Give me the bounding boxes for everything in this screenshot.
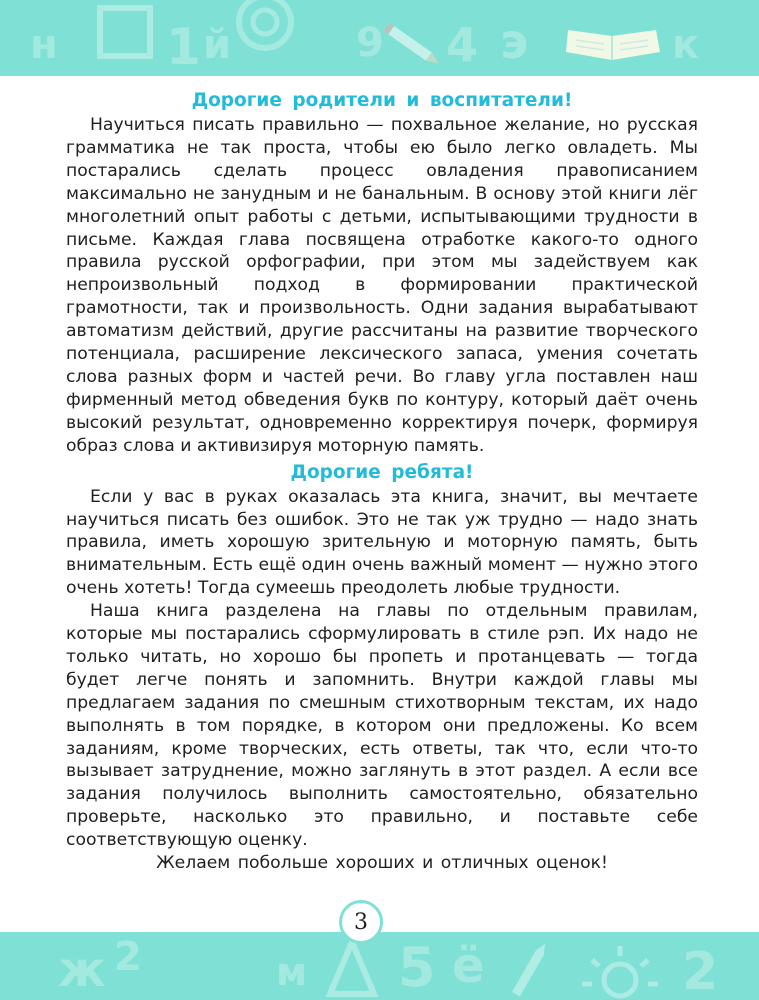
parents-heading: Дорогие родители и воспитатели! (191, 90, 573, 111)
letter-a-outline-icon (330, 942, 374, 994)
page-content (66, 88, 698, 875)
footer-band (0, 932, 759, 1000)
letter-y-icon: й (203, 22, 232, 68)
digit-nine-icon: 9 (356, 20, 384, 66)
digit-five-icon: 5 (398, 936, 436, 999)
digit-one-icon: 1 (166, 18, 201, 76)
letter-n-icon: н (30, 22, 58, 68)
children-heading: Дорогие ребята! (290, 461, 474, 483)
sun-icon (582, 946, 658, 996)
letter-e-icon: э (500, 14, 529, 70)
digit-two-icon: 2 (682, 942, 719, 1000)
closing-wish: Желаем побольше хороших и отличных оценок! (156, 853, 608, 874)
pencil-icon (383, 23, 441, 68)
square-outline-icon (100, 8, 150, 56)
letter-k-icon: к (672, 22, 700, 68)
parents-paragraph: Научиться писать правильно — похвальное желание, но русская грамматика не так проста, чтобы ею было легко овладеть. Мы постарались сделать процесс овладения правописанием максимально не занудным и не банальным. В основу этой книги лёг многолетний опыт работы с детьми, испытывающими трудности в письме. Каждая глава посвящена отработке какого-то одного правила русской орфографии, при этом мы задействуем как непроизвольный подход в формировании практической грамотности, так и произвольность. Одни задания вырабатывают автоматизм действий, другие рассчитаны на развитие творческого потенциала, расширение лексического запаса, умения сочетать слова разных форм и частей речи. Во главу угла поставлен наш фирменный метод обведения букв по контуру, который даёт очень высокий результат, одновременно корректируя почерк, формируя образ слова и активизируя моторную память. (66, 115, 698, 456)
pencil-icon (512, 942, 549, 997)
ring-icon (239, 0, 291, 48)
header-band (0, 0, 759, 76)
page-number: 3 (339, 900, 383, 944)
children-paragraph-1: Если у вас в руках оказалась эта книга, значит, вы мечтаете научиться писать без ошибок. Это не так уж трудно — надо знать правила, иметь хорошую зрительную и моторную память, быть внимательным. Есть ещё один очень важный момент — нужно этого очень хотеть! Тогда сумеешь преодолеть любые трудности. (66, 486, 698, 599)
letter-zh-icon: ж (58, 942, 106, 998)
digit-four-icon: 4 (446, 18, 479, 72)
ring-inner-icon (253, 10, 277, 34)
digit-two-icon: 2 (114, 934, 142, 980)
letter-m-icon: м (276, 950, 308, 994)
children-paragraph-2: Наша книга разделена на главы по отдельным правилам, которые мы постарались сформулировать в стиле рэп. Их надо не только читать, но хорошо бы пропеть и протанцевать — тогда будет легче понять и запомнить. Внутри каждой главы мы предлагаем задания по смешным стихотворным текстам, их надо выполнять в том порядке, в котором они предложены. Ко всем заданиям, кроме творческих, есть ответы, так что, если что-то вызывает затруднение, можно заглянуть в этот раздел. А если все задания получилось выполнить самостоятельно, обязательно проверьте, насколько это правильно, и поставьте себе соответствующую оценку. (66, 601, 698, 851)
letter-yo-icon: ё (452, 938, 485, 994)
open-book-icon (566, 30, 660, 60)
